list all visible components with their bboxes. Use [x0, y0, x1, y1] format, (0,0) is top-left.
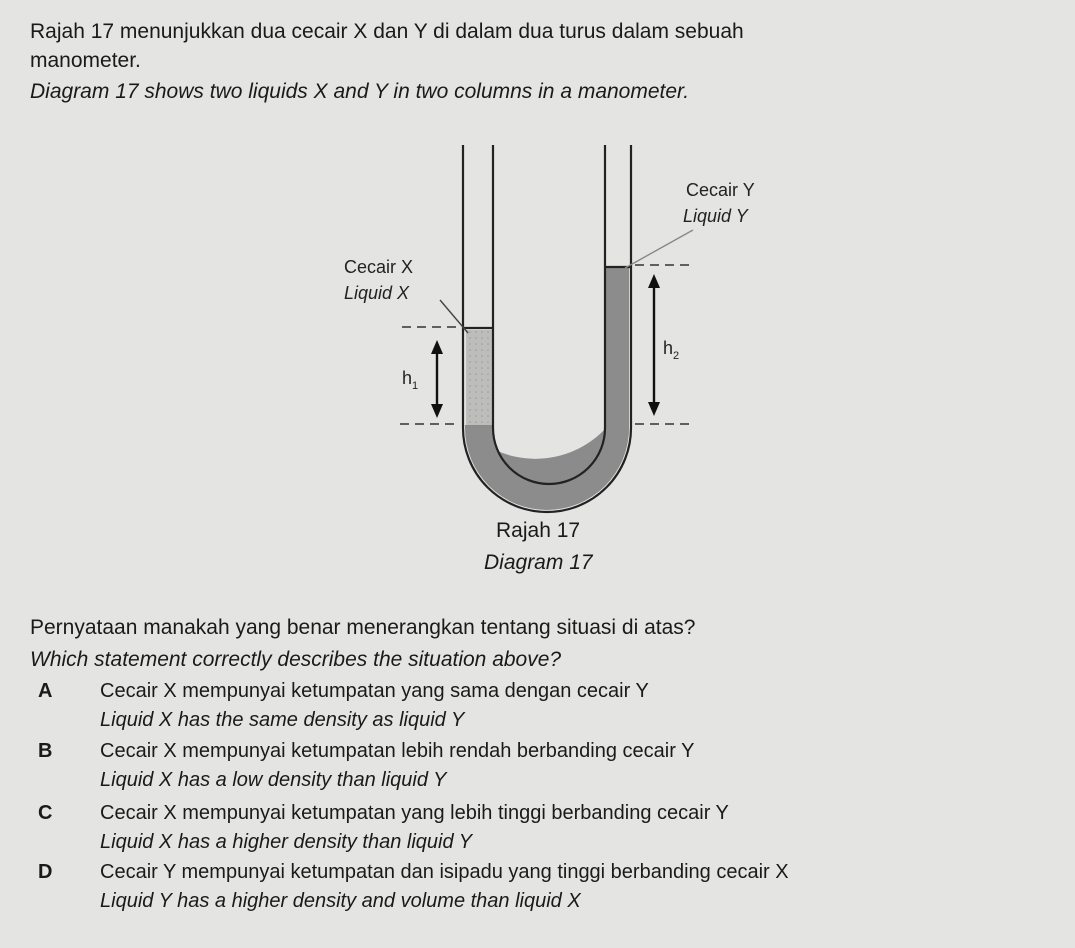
question-intro-malay-line1: Rajah 17 menunjukkan dua cecair X dan Y di dalam dua turus dalam sebuah [30, 20, 744, 43]
option-text-english: Liquid X has the same density as liquid Y [100, 709, 465, 731]
option-text-english: Liquid X has a low density than liquid Y [100, 769, 447, 791]
option-letter: C [38, 802, 53, 824]
label-liquid-y: Liquid Y [683, 206, 748, 226]
option-text-malay: Cecair X mempunyai ketumpatan yang lebih tinggi berbanding cecair Y [100, 802, 729, 824]
diagram-caption-malay: Rajah 17 [496, 519, 581, 542]
label-cecair-y: Cecair Y [686, 180, 755, 200]
label-liquid-x: Liquid X [344, 283, 410, 303]
label-cecair-x: Cecair X [344, 257, 414, 277]
option-letter: B [38, 740, 53, 762]
option-letter: A [38, 680, 53, 702]
prompt-malay: Pernyataan manakah yang benar menerangkan tentang situasi di atas? [30, 616, 696, 639]
option-text-english: Liquid Y has a higher density and volume than liquid X [100, 890, 581, 912]
h2-arrow [648, 274, 660, 416]
option-text-english: Liquid X has a higher density than liquid Y [100, 831, 473, 853]
h1-arrow [431, 340, 443, 418]
option-text-malay: Cecair X mempunyai ketumpatan yang sama dengan cecair Y [100, 680, 649, 702]
diagram-caption-english: Diagram 17 [484, 551, 593, 574]
option-text-malay: Cecair Y mempunyai ketumpatan dan isipadu yang tinggi berbanding cecair X [100, 861, 789, 883]
pointer-liquid-y [625, 230, 693, 268]
label-h1: $h_1$ [402, 368, 419, 392]
option-text-malay: Cecair X mempunyai ketumpatan lebih rendah berbanding cecair Y [100, 740, 695, 762]
option-letter: D [38, 861, 53, 883]
question-intro-english: Diagram 17 shows two liquids X and Y in two columns in a manometer. [30, 80, 690, 103]
question-intro-malay-line2: manometer. [30, 49, 141, 72]
prompt-english: Which statement correctly describes the situation above? [30, 648, 562, 671]
label-h2: $h_2$ [663, 338, 680, 362]
liquid-x-fill [466, 330, 492, 425]
